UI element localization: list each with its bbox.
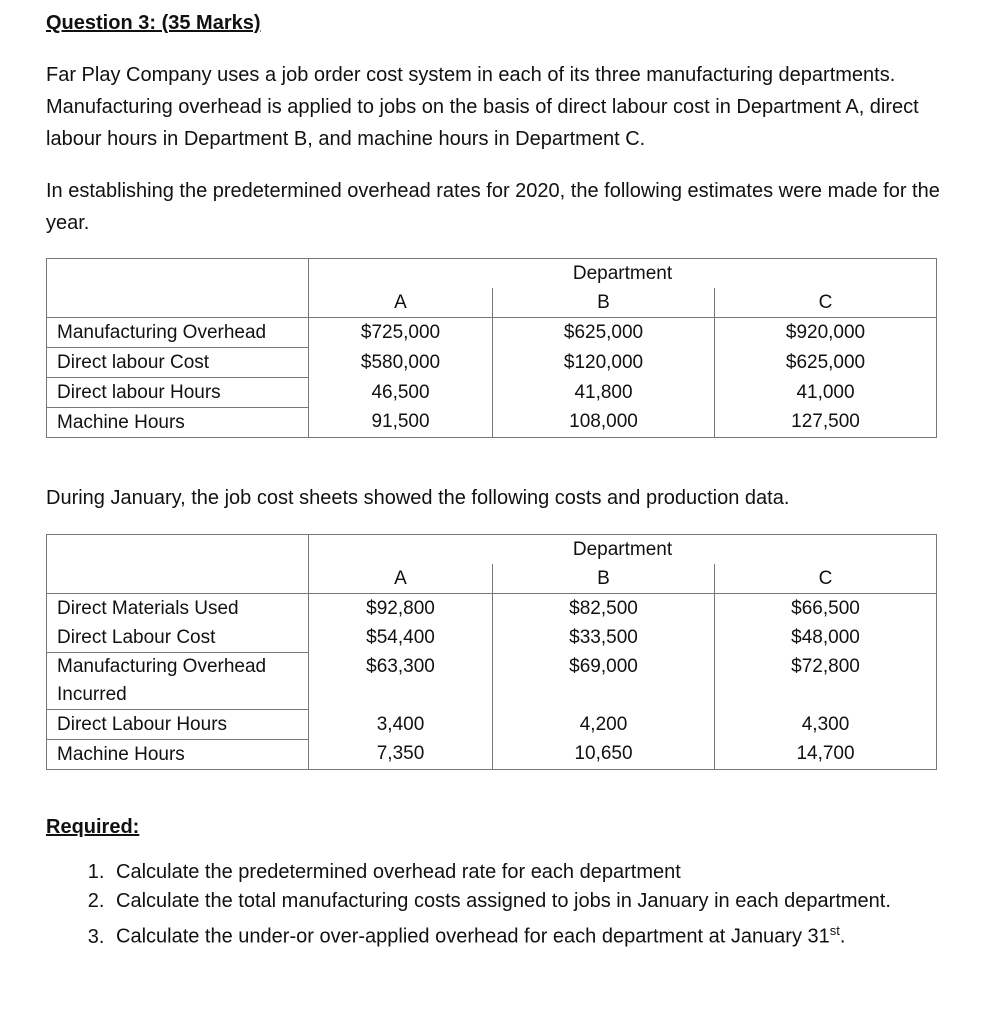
row-label: Direct Materials Used bbox=[47, 594, 309, 624]
table-corner bbox=[47, 259, 309, 289]
row-label: Direct Labour Cost bbox=[47, 623, 309, 653]
cell: 91,500 bbox=[309, 408, 493, 438]
january-intro: During January, the job cost sheets showed the following costs and production data. bbox=[46, 487, 790, 509]
cell: $63,300 bbox=[309, 653, 493, 710]
estimates-table bbox=[46, 258, 937, 438]
cell: $54,400 bbox=[309, 623, 493, 653]
estimates-intro: In establishing the predetermined overhead rates for 2020, the following estimates were made for the year. bbox=[46, 180, 940, 234]
cell: $69,000 bbox=[493, 653, 715, 710]
cell: 108,000 bbox=[493, 408, 715, 438]
row-label: Direct Labour Hours bbox=[47, 710, 309, 740]
table-corner bbox=[47, 535, 309, 565]
ordinal-suffix: st bbox=[829, 923, 840, 938]
cell: 41,000 bbox=[715, 378, 937, 408]
row-label: Direct labour Cost bbox=[47, 348, 309, 378]
row-label: Manufacturing Overhead bbox=[47, 318, 309, 348]
cell: 14,700 bbox=[715, 740, 937, 770]
cell: 4,300 bbox=[715, 710, 937, 740]
department-header: Department bbox=[309, 259, 937, 289]
cell: $82,500 bbox=[493, 594, 715, 624]
cell: $120,000 bbox=[493, 348, 715, 378]
cell: 4,200 bbox=[493, 710, 715, 740]
cell: $72,800 bbox=[715, 653, 937, 710]
cell: $725,000 bbox=[309, 318, 493, 348]
cell: 46,500 bbox=[309, 378, 493, 408]
row-label: Manufacturing Overhead Incurred bbox=[47, 653, 309, 710]
required-item-3: 3. Calculate the under-or over-applied overhead for each department at January 31st. bbox=[110, 916, 990, 952]
cell: $92,800 bbox=[309, 594, 493, 624]
required-item-1: 1. Calculate the predetermined overhead rate for each department bbox=[110, 858, 990, 887]
row-label: Direct labour Hours bbox=[47, 378, 309, 408]
cell: $920,000 bbox=[715, 318, 937, 348]
question-heading: Question 3: (35 Marks) bbox=[46, 12, 261, 34]
january-table bbox=[46, 534, 937, 770]
col-header-b: B bbox=[493, 564, 715, 594]
required-title: Required: bbox=[46, 816, 140, 838]
cell: $33,500 bbox=[493, 623, 715, 653]
cell: 41,800 bbox=[493, 378, 715, 408]
row-label: Machine Hours bbox=[47, 740, 309, 770]
cell: 7,350 bbox=[309, 740, 493, 770]
department-header: Department bbox=[309, 535, 937, 565]
cell: $625,000 bbox=[715, 348, 937, 378]
row-label: Machine Hours bbox=[47, 408, 309, 438]
cell: $66,500 bbox=[715, 594, 937, 624]
cell: 3,400 bbox=[309, 710, 493, 740]
trailing-period: . bbox=[839, 925, 846, 948]
required-list bbox=[80, 858, 990, 952]
col-header-c: C bbox=[715, 564, 937, 594]
intro-paragraph: Far Play Company uses a job order cost system in each of its three manufacturing departments. Manufacturing overhead is applied to jobs on the basis of direct labour cost in Department A, direct labour hours in Department B, and machine hours in Department C. bbox=[46, 64, 919, 150]
col-header-a: A bbox=[309, 564, 493, 594]
col-header-b: B bbox=[493, 288, 715, 318]
required-item-2: 2. Calculate the total manufacturing costs assigned to jobs in January in each department. bbox=[110, 887, 990, 916]
col-header-c: C bbox=[715, 288, 937, 318]
cell: $580,000 bbox=[309, 348, 493, 378]
cell: $48,000 bbox=[715, 623, 937, 653]
cell: $625,000 bbox=[493, 318, 715, 348]
cell: 127,500 bbox=[715, 408, 937, 438]
cell: 10,650 bbox=[493, 740, 715, 770]
col-header-a: A bbox=[309, 288, 493, 318]
